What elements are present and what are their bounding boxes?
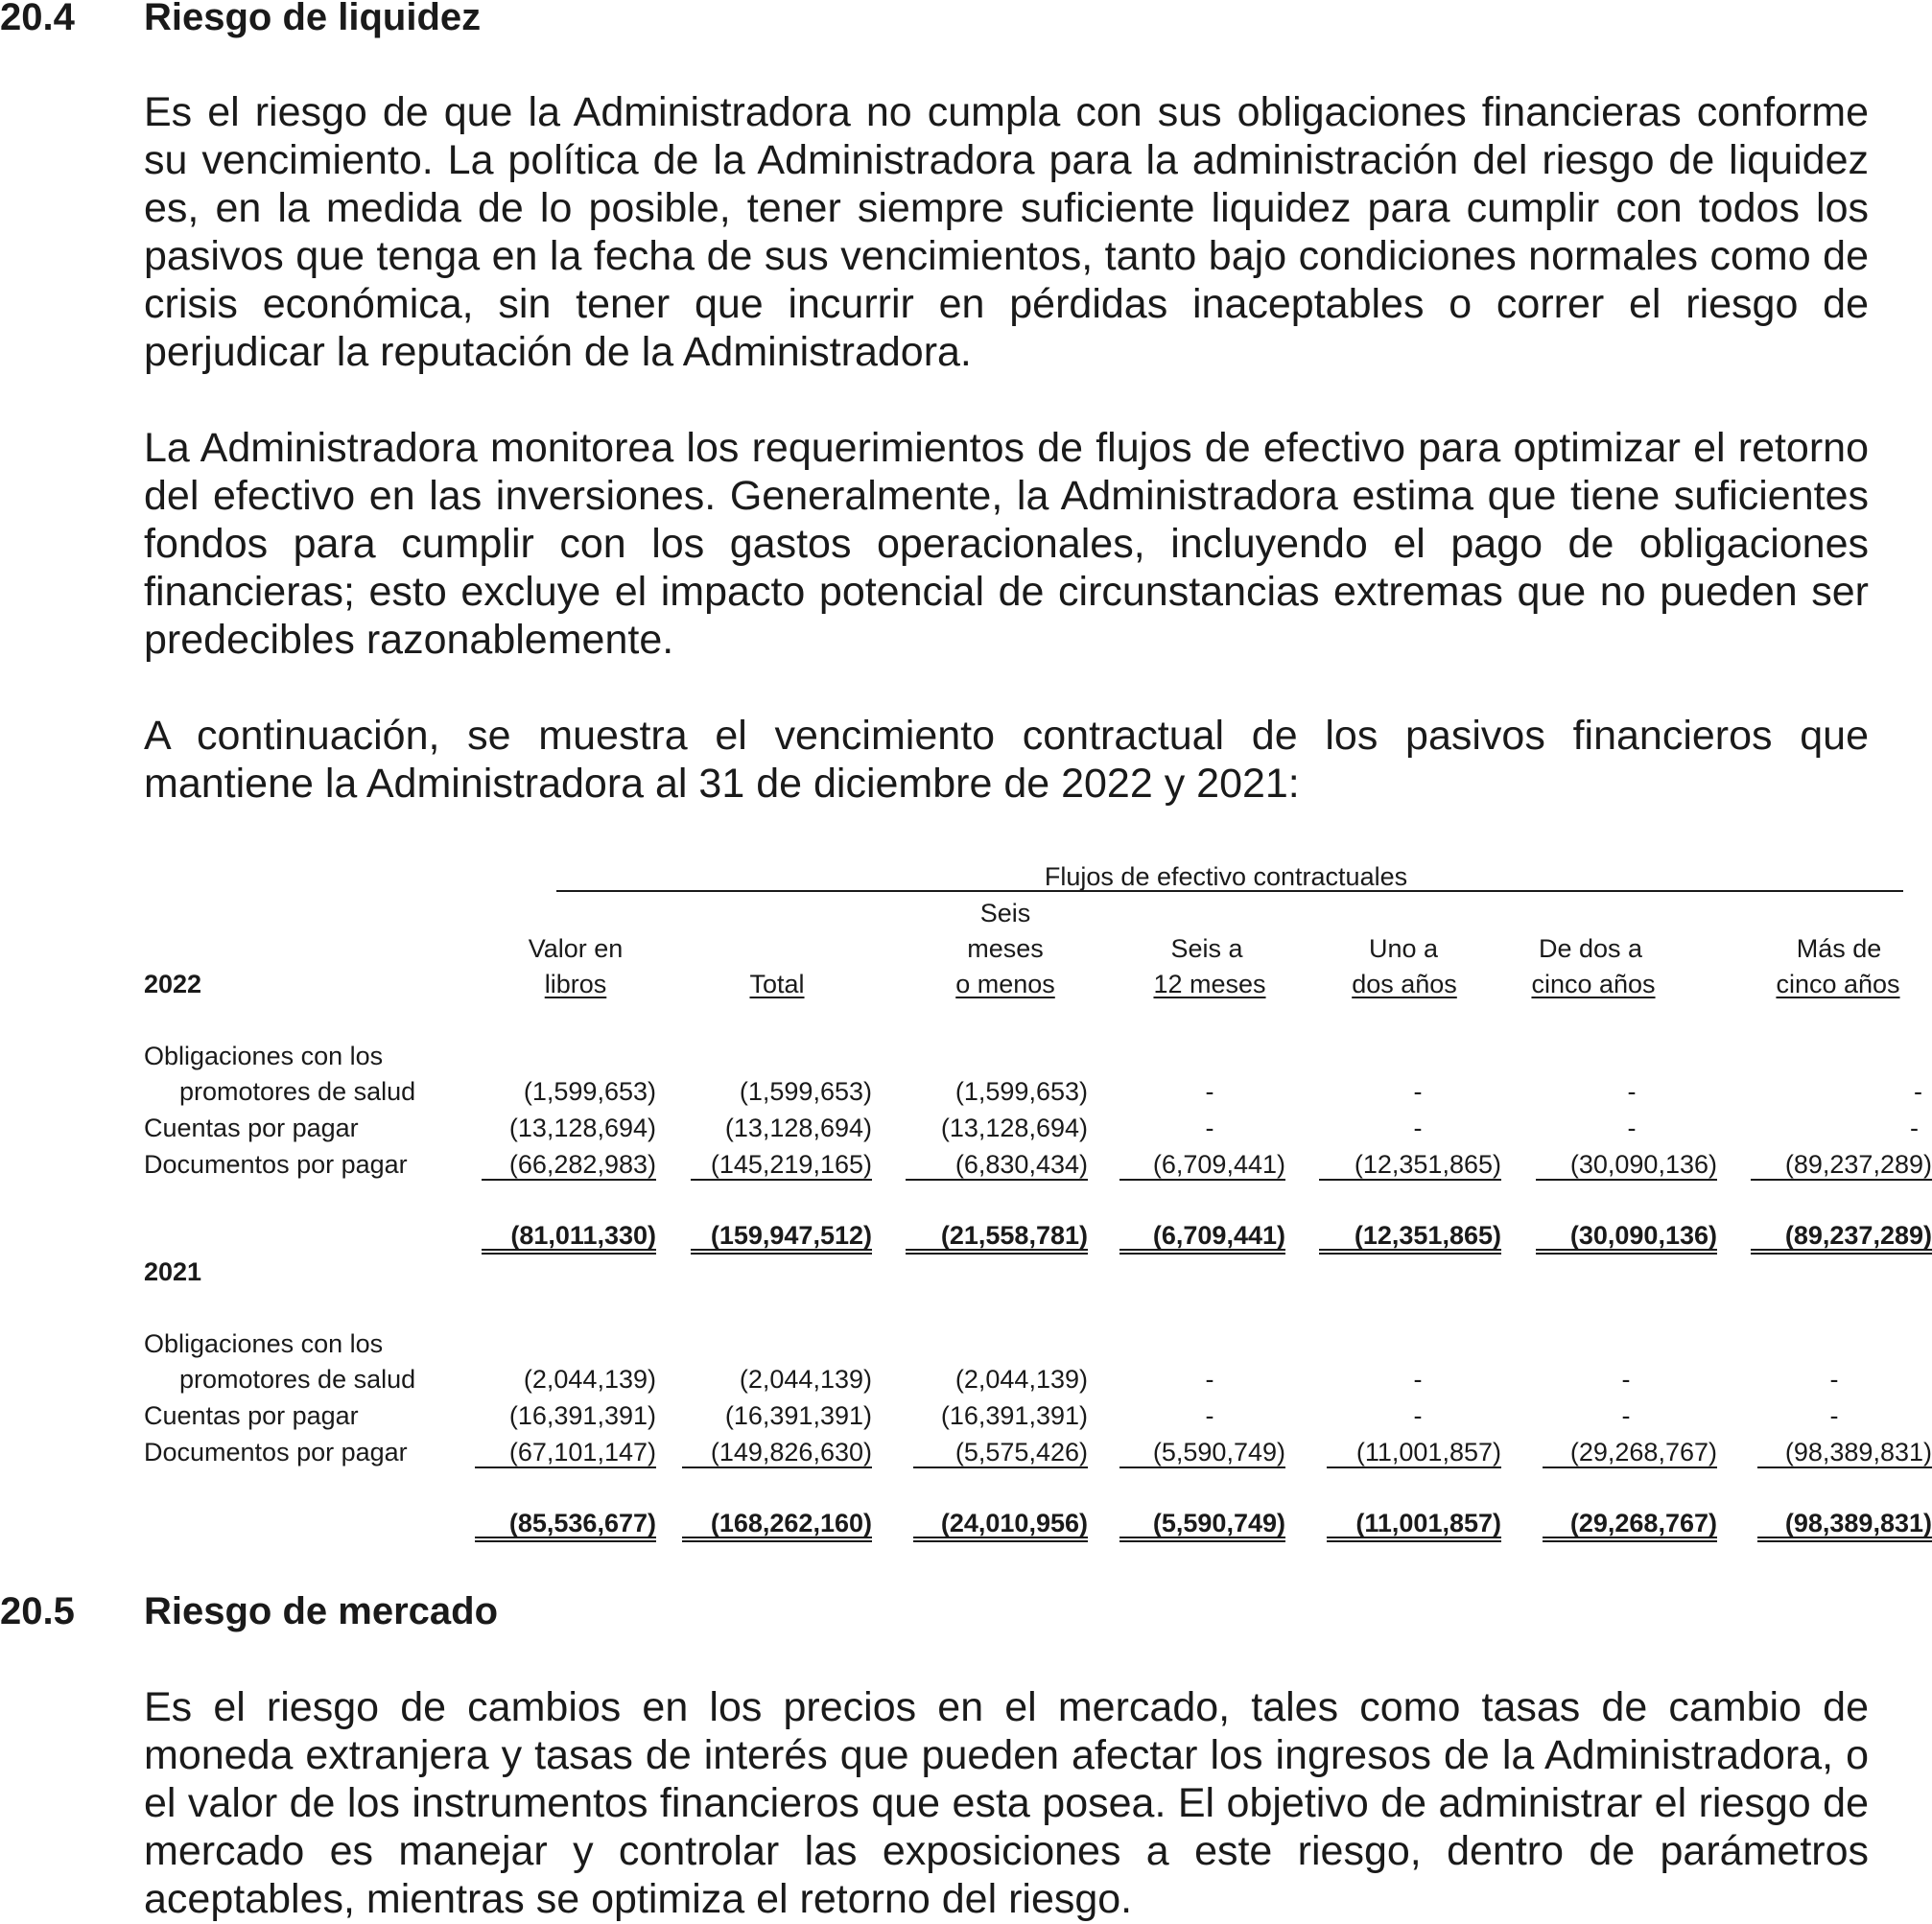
total-rule: [1757, 1540, 1932, 1542]
col-header-12-meses: 12 meses: [1153, 970, 1266, 998]
subtotal-rule: [482, 1179, 656, 1181]
total-rule: [1543, 1537, 1717, 1538]
total-rule: [913, 1540, 1088, 1542]
table-cell: -: [1910, 1114, 1919, 1142]
col-header-total: Total: [749, 970, 805, 998]
subtotal-rule: [475, 1466, 656, 1468]
table-cell: (145,219,165): [710, 1150, 872, 1179]
col-header-line2: De dos a: [1538, 934, 1643, 963]
group-header: Flujos de efectivo contractuales: [1044, 862, 1408, 891]
table-cell: (1,599,653): [739, 1077, 872, 1106]
total-rule: [906, 1249, 1088, 1251]
total-cell: (6,709,441): [1152, 1221, 1285, 1250]
total-rule: [1757, 1537, 1932, 1538]
col-header-line2: Uno a: [1368, 934, 1439, 963]
table-cell: -: [1205, 1114, 1214, 1142]
subtotal-rule: [682, 1466, 872, 1468]
total-rule: [1751, 1249, 1932, 1251]
total-rule: [691, 1249, 872, 1251]
total-cell: (24,010,956): [940, 1509, 1088, 1537]
subtotal-rule: [1757, 1466, 1932, 1468]
table-cell: (5,575,426): [954, 1438, 1088, 1466]
table-cell: (1,599,653): [523, 1077, 656, 1106]
total-rule: [1119, 1537, 1285, 1538]
table-cell: -: [1627, 1077, 1637, 1106]
table-cell: -: [1914, 1077, 1922, 1106]
section-number: 20.5: [0, 1590, 75, 1632]
total-cell: (11,001,857): [1355, 1509, 1501, 1537]
table-cell: (13,128,694): [940, 1114, 1088, 1142]
col-header-dos-anos: dos años: [1352, 970, 1457, 998]
total-rule: [1543, 1540, 1717, 1542]
row-label: Cuentas por pagar: [144, 1114, 359, 1142]
total-cell: (5,590,749): [1152, 1509, 1285, 1537]
paragraph-market-risk: Es el riesgo de cambios en los precios en el mercado, tales como tasas de cambio de moneda extranjera y tasas de interés que pueden afectar los ingresos de la Administradora, o el valor de los instrumentos financieros que esta posea. El objetivo de administrar el riesgo de mercado es manejar y controlar las exposiciones a este riesgo, dentro de parámetros aceptables, mientras se optimiza el retorno del riesgo.: [144, 1684, 1869, 1922]
table-cell: (16,391,391): [940, 1401, 1088, 1430]
total-cell: (98,389,831): [1784, 1509, 1932, 1537]
year-label-2022: 2022: [144, 970, 202, 998]
total-cell: (168,262,160): [710, 1509, 872, 1537]
total-rule: [1327, 1540, 1501, 1542]
section-title: Riesgo de mercado: [144, 1590, 499, 1632]
subtotal-rule: [906, 1179, 1088, 1181]
total-cell: (85,536,677): [508, 1509, 656, 1537]
col-header-line2: Más de: [1796, 934, 1882, 963]
table-cell: (2,044,139): [523, 1365, 656, 1394]
table-cell: -: [1621, 1401, 1631, 1430]
table-cell: -: [1413, 1077, 1423, 1106]
row-label: promotores de salud: [179, 1077, 416, 1106]
col-header-line2: Seis a: [1170, 934, 1243, 963]
total-cell: (81,011,330): [510, 1221, 656, 1250]
total-rule: [482, 1249, 656, 1251]
row-label: promotores de salud: [179, 1365, 416, 1394]
table-cell: (5,590,749): [1152, 1438, 1285, 1466]
table-cell: -: [1205, 1401, 1214, 1430]
table-cell: (6,709,441): [1152, 1150, 1285, 1179]
total-rule: [691, 1253, 872, 1255]
total-rule: [682, 1537, 872, 1538]
total-rule: [1319, 1249, 1501, 1251]
col-header-mas-cinco-anos: cinco años: [1776, 970, 1900, 998]
subtotal-rule: [913, 1466, 1088, 1468]
table-cell: -: [1205, 1365, 1214, 1394]
col-header-seis-meses: o menos: [955, 970, 1055, 998]
table-cell: (66,282,983): [508, 1150, 656, 1179]
paragraph-maturity-intro: A continuación, se muestra el vencimiento contractual de los pasivos financieros que mantiene la Administradora al 31 de diciembre de 2022 y 2021:: [144, 713, 1869, 807]
table-cell: (30,090,136): [1569, 1150, 1717, 1179]
table-cell: -: [1621, 1365, 1631, 1394]
row-label: Documentos por pagar: [144, 1438, 408, 1466]
total-rule: [913, 1537, 1088, 1538]
table-cell: -: [1413, 1114, 1423, 1142]
group-header-rule: [556, 890, 1903, 892]
section-title: Riesgo de liquidez: [144, 0, 482, 38]
subtotal-rule: [1536, 1179, 1717, 1181]
table-cell: (11,001,857): [1355, 1438, 1501, 1466]
table-cell: (98,389,831): [1784, 1438, 1932, 1466]
col-header-line2: meses: [967, 934, 1044, 963]
total-rule: [1119, 1253, 1285, 1255]
total-rule: [1751, 1253, 1932, 1255]
total-rule: [1119, 1540, 1285, 1542]
col-header-line2: Valor en: [528, 934, 624, 963]
table-cell: (29,268,767): [1569, 1438, 1717, 1466]
col-header-libros: libros: [544, 970, 607, 998]
total-rule: [1536, 1253, 1717, 1255]
total-cell: (21,558,781): [940, 1221, 1088, 1250]
table-cell: -: [1413, 1401, 1423, 1430]
section-number: 20.4: [0, 0, 75, 38]
table-cell: -: [1627, 1114, 1637, 1142]
table-cell: (6,830,434): [954, 1150, 1088, 1179]
table-cell: (16,391,391): [508, 1401, 656, 1430]
subtotal-rule: [1751, 1179, 1932, 1181]
table-cell: (13,128,694): [508, 1114, 656, 1142]
total-rule: [1327, 1537, 1501, 1538]
total-rule: [906, 1253, 1088, 1255]
subtotal-rule: [691, 1179, 872, 1181]
row-label: Obligaciones con los: [144, 1329, 384, 1358]
table-cell: -: [1829, 1365, 1839, 1394]
subtotal-rule: [1327, 1466, 1501, 1468]
total-cell: (12,351,865): [1354, 1221, 1501, 1250]
table-cell: (67,101,147): [508, 1438, 656, 1466]
col-header-line1: Seis: [979, 899, 1031, 927]
total-rule: [1536, 1249, 1717, 1251]
table-cell: (149,826,630): [710, 1438, 872, 1466]
total-rule: [1119, 1249, 1285, 1251]
total-cell: (29,268,767): [1569, 1509, 1717, 1537]
table-cell: -: [1829, 1401, 1839, 1430]
total-cell: (89,237,289): [1784, 1221, 1932, 1250]
total-rule: [682, 1540, 872, 1542]
year-label-2021: 2021: [144, 1257, 202, 1286]
total-rule: [1319, 1253, 1501, 1255]
table-cell: (1,599,653): [954, 1077, 1088, 1106]
table-cell: -: [1205, 1077, 1214, 1106]
table-cell: (2,044,139): [954, 1365, 1088, 1394]
row-label: Documentos por pagar: [144, 1150, 408, 1179]
paragraph-liquidity-definition: Es el riesgo de que la Administradora no cumpla con sus obligaciones financieras conforme su vencimiento. La política de la Administradora para la administración del riesgo de liquidez es, en la medida de lo posible, tener siempre suficiente liquidez para cumplir con todos los pasivos que tenga en la fecha de sus vencimientos, tanto bajo condiciones normales como de crisis económica, sin tener que incurrir en pérdidas inaceptables o correr el riesgo de perjudicar la reputación de la Administradora.: [144, 89, 1869, 375]
total-cell: (159,947,512): [710, 1221, 872, 1250]
total-rule: [482, 1253, 656, 1255]
subtotal-rule: [1119, 1179, 1285, 1181]
table-cell: (13,128,694): [724, 1114, 872, 1142]
subtotal-rule: [1319, 1179, 1501, 1181]
subtotal-rule: [1543, 1466, 1717, 1468]
total-rule: [475, 1537, 656, 1538]
table-cell: (2,044,139): [739, 1365, 872, 1394]
col-header-cinco-anos: cinco años: [1531, 970, 1656, 998]
table-cell: (89,237,289): [1784, 1150, 1932, 1179]
subtotal-rule: [1119, 1466, 1285, 1468]
total-cell: (30,090,136): [1569, 1221, 1717, 1250]
total-rule: [475, 1540, 656, 1542]
table-cell: (12,351,865): [1354, 1150, 1501, 1179]
table-cell: -: [1413, 1365, 1423, 1394]
paragraph-liquidity-monitoring: La Administradora monitorea los requerimientos de flujos de efectivo para optimizar el retorno del efectivo en las inversiones. Generalmente, la Administradora estima que tiene suficientes fondos para cumplir con los gastos operacionales, incluyendo el pago de obligaciones financieras; esto excluye el impacto potencial de circunstancias extremas que no pueden ser predecibles razonablemente.: [144, 425, 1869, 663]
table-cell: (16,391,391): [724, 1401, 872, 1430]
row-label: Obligaciones con los: [144, 1042, 384, 1070]
row-label: Cuentas por pagar: [144, 1401, 359, 1430]
